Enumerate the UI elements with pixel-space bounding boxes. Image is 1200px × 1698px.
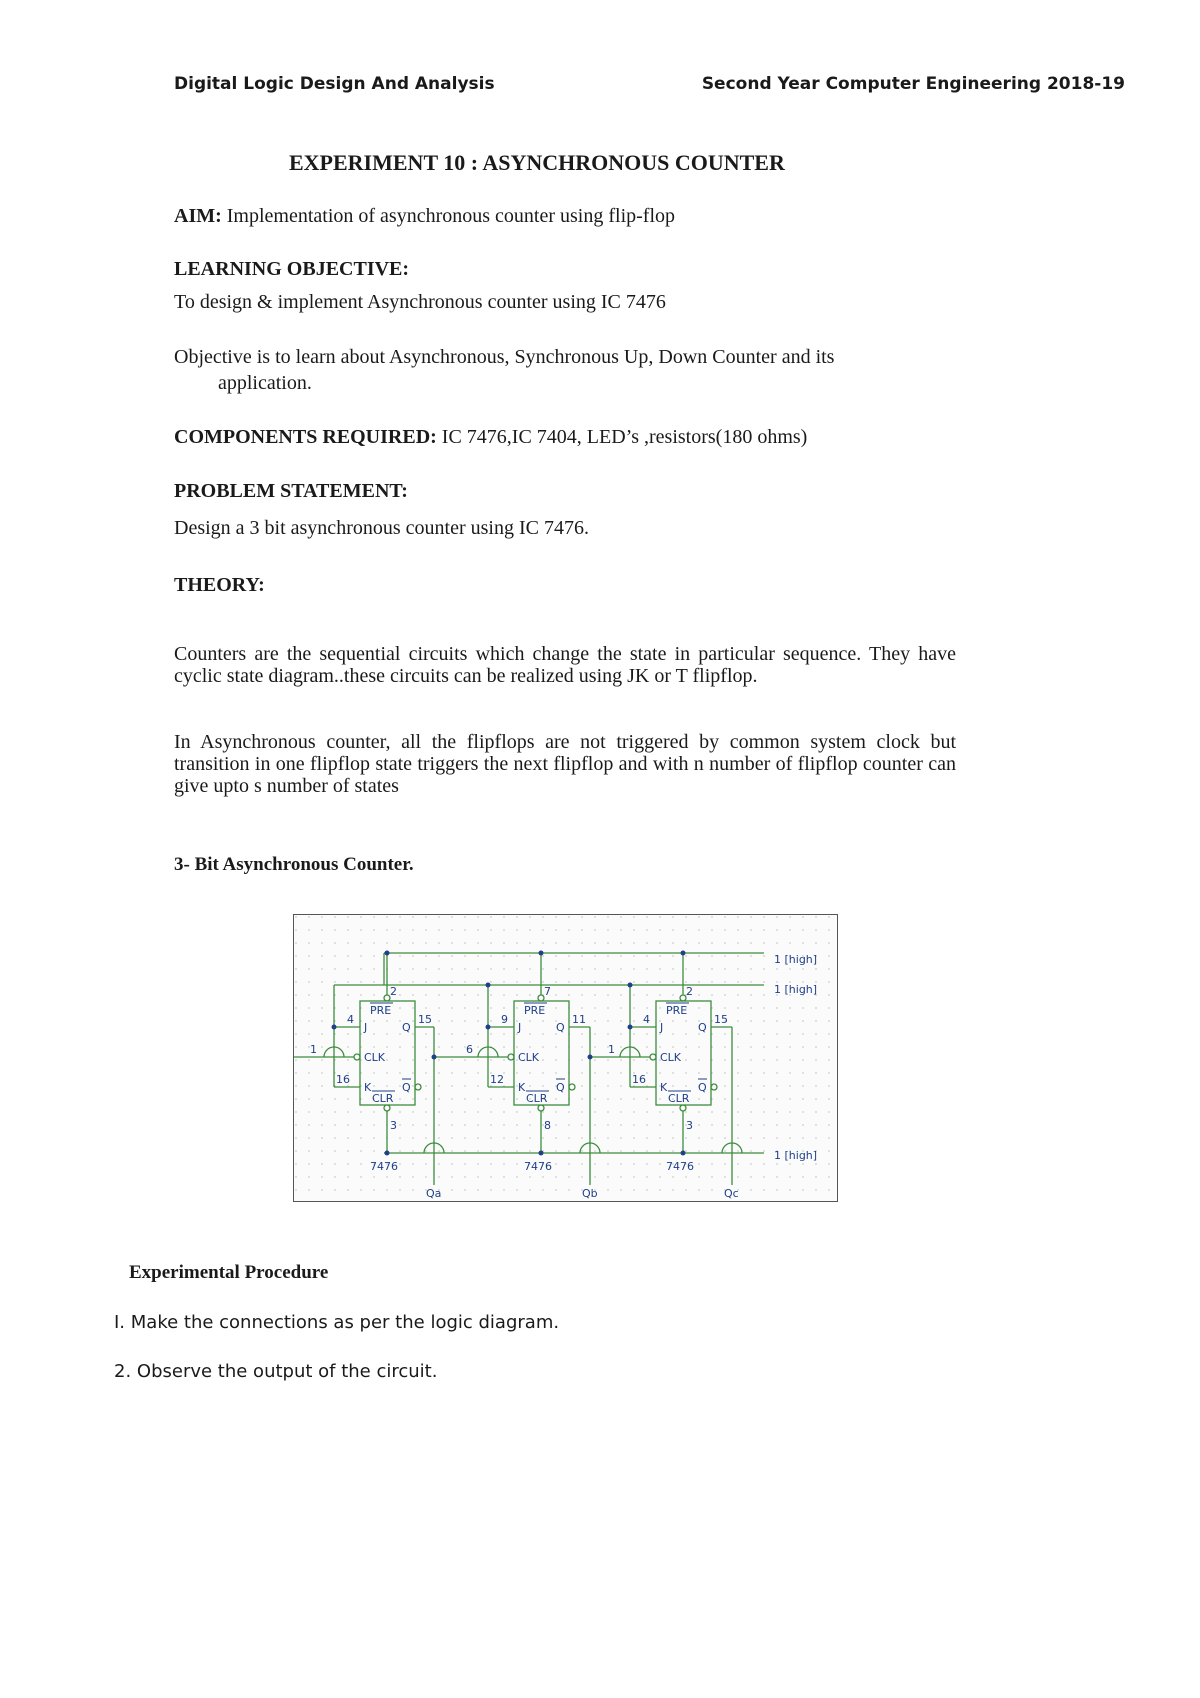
ff1-pin-j: 4 (347, 1013, 354, 1026)
ff2-k: K (518, 1081, 526, 1094)
ff1-pin-clk: 1 (310, 1043, 317, 1056)
aim-text: Implementation of asynchronous counter using flip-flop (226, 205, 675, 227)
components-text: IC 7476,IC 7404, LED’s ,resistors(180 ohms) (441, 426, 808, 448)
theory-label: THEORY: (174, 574, 265, 596)
page-title: EXPERIMENT 10 : ASYNCHRONOUS COUNTER (289, 150, 785, 175)
learning-objective-text: To design & implement Asynchronous counter using IC 7476 (174, 291, 666, 313)
ff2-pin-j: 9 (501, 1013, 508, 1026)
ff3-clk: CLK (660, 1051, 682, 1064)
ff3-q: Q (698, 1021, 707, 1034)
ff1-qbar: Q (402, 1081, 411, 1094)
learning-objective-label: LEARNING OBJECTIVE: (174, 258, 410, 280)
ff3-k: K (660, 1081, 668, 1094)
ff2-j: J (518, 1021, 522, 1034)
problem-text: Design a 3 bit asynchronous counter using IC 7476. (174, 517, 589, 539)
ff3-pin-pre: 2 (686, 985, 693, 998)
ff1-ic-label: 7476 (370, 1160, 398, 1173)
ff2-pin-clk: 6 (466, 1043, 473, 1056)
ff1-pin-clr: 3 (390, 1119, 397, 1132)
theory-paragraph-1: Counters are the sequential circuits which change the state in particular sequence. They have cyclic state diagram..these circuits can be realized using JK or T flipflop. (174, 643, 956, 687)
output-qb: Qb (582, 1187, 598, 1200)
ff3-pin-j: 4 (643, 1013, 650, 1026)
header-course: Digital Logic Design And Analysis (174, 74, 495, 94)
ff3-clr: CLR (668, 1092, 690, 1105)
procedure-title: Experimental Procedure (129, 1262, 329, 1283)
ff2-pin-clr: 8 (544, 1119, 551, 1132)
ff3-pin-q: 15 (714, 1013, 728, 1026)
objective-text-cont: application. (218, 372, 312, 394)
ff3-pin-clr: 3 (686, 1119, 693, 1132)
ff2-pin-pre: 7 (544, 985, 551, 998)
figure-caption: 3- Bit Asynchronous Counter. (174, 854, 414, 875)
output-qa: Qa (426, 1187, 442, 1200)
procedure-step-2: 2. Observe the output of the circuit. (114, 1361, 438, 1382)
ff2-pre: PRE (524, 1004, 546, 1017)
ff3-pin-k: 16 (632, 1073, 646, 1086)
ff2-q: Q (556, 1021, 565, 1034)
components (174, 426, 807, 449)
objective-text: Objective is to learn about Asynchronous, Synchronous Up, Down Counter and its (174, 346, 835, 368)
high-label-2: 1 [high] (774, 983, 818, 996)
problem-label: PROBLEM STATEMENT: (174, 480, 408, 502)
procedure-step-1: I. Make the connections as per the logic diagram. (114, 1312, 560, 1333)
header-year: Second Year Computer Engineering 2018-19 (701, 74, 1125, 94)
ff1-k: K (364, 1081, 372, 1094)
ff1-clk: CLK (364, 1051, 386, 1064)
ff1-pre: PRE (370, 1004, 392, 1017)
aim (174, 205, 675, 228)
ff1-clr: CLR (372, 1092, 394, 1105)
output-qc: Qc (724, 1187, 739, 1200)
ff3-qbar: Q (698, 1081, 707, 1094)
ff1-j: J (364, 1021, 368, 1034)
ff2-clk: CLK (518, 1051, 540, 1064)
ff3-pin-clk: 1 (608, 1043, 615, 1056)
ff2-clr: CLR (526, 1092, 548, 1105)
ff2-qbar: Q (556, 1081, 565, 1094)
aim-label: AIM: (174, 205, 222, 227)
ff2-ic-label: 7476 (524, 1160, 552, 1173)
ff3-ic-label: 7476 (666, 1160, 694, 1173)
ff1-pin-pre: 2 (390, 985, 397, 998)
ff1-pin-k: 16 (336, 1073, 350, 1086)
ff3-j: J (660, 1021, 664, 1034)
ff3-pre: PRE (666, 1004, 688, 1017)
theory-paragraph-2: In Asynchronous counter, all the flipflops are not triggered by common system clock but transition in one flipflop state triggers the next flipflop and with n number of flipflop counter can give upto s number of states (174, 731, 956, 797)
ff2-pin-q: 11 (572, 1013, 586, 1026)
ff1-pin-q: 15 (418, 1013, 432, 1026)
ff1-q: Q (402, 1021, 411, 1034)
high-label-3: 1 [high] (774, 1149, 818, 1162)
components-label: COMPONENTS REQUIRED: (174, 426, 437, 448)
high-label-1: 1 [high] (774, 953, 818, 966)
counter-circuit-diagram (293, 914, 838, 1202)
ff2-pin-k: 12 (490, 1073, 504, 1086)
